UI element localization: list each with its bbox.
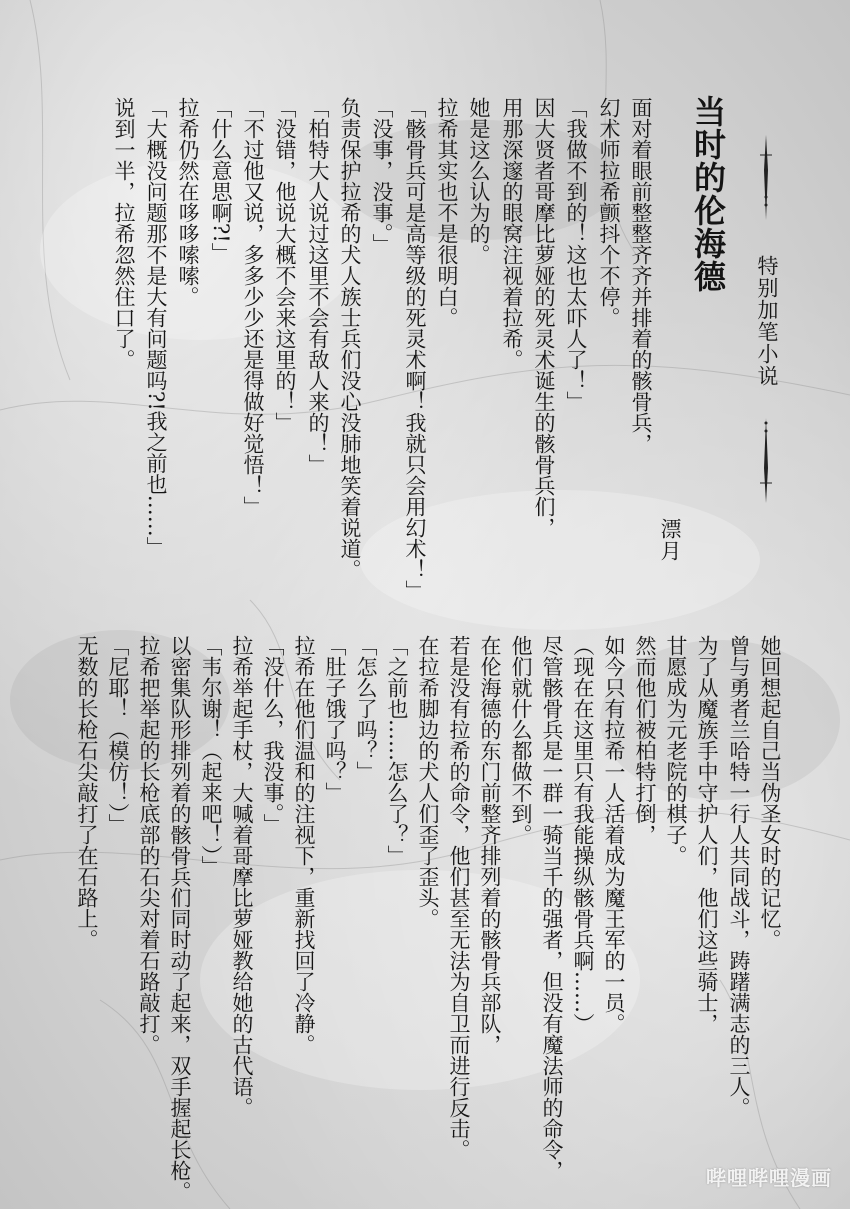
text-column: 「韦尔谢！（起来吧！）」 xyxy=(199,635,223,877)
text-column: 拉希举起手杖，大喊着哥摩比萝娅教给她的古代语。 xyxy=(230,635,254,1118)
text-column: 「柏特大人说过这里不会有敌人来的！」 xyxy=(306,97,330,475)
text-column: 「没事，没事。」 xyxy=(370,97,394,255)
text-column: 若是没有拉希的命令，他们甚至无法为自卫而进行反击。 xyxy=(447,635,471,1160)
text-column: 然而他们被柏特打倒， xyxy=(633,635,657,845)
text-column: 「骸骨兵可是高等级的死灵术啊！我就只会用幻术！」 xyxy=(403,97,427,601)
text-column: 说到一半，拉希忽然住口了。 xyxy=(112,97,136,370)
text-column: 「大概没问题那不是大有问题吗?!我之前也……」 xyxy=(144,97,168,558)
text-column: 「肚子饿了吗？」 xyxy=(323,635,347,803)
story-title: 当时的伦海德 xyxy=(689,95,727,293)
text-column: 拉希其实也不是很明白。 xyxy=(435,97,459,328)
author-name: 漂月 xyxy=(658,518,682,562)
text-column: 拉希在他们温和的注视下，重新找回了冷静。 xyxy=(292,635,316,1055)
bottom-ornament-icon xyxy=(760,418,772,503)
text-column: 她是这么认为的。 xyxy=(467,97,491,265)
text-column: 甘愿成为元老院的棋子。 xyxy=(664,635,688,866)
text-column: 负责保护拉希的犬人族士兵们没心没肺地笑着说道。 xyxy=(338,97,362,580)
text-column: 用那深邃的眼窝注视着拉希。 xyxy=(500,97,524,370)
text-column: 拉希仍然在哆哆嗦嗦。 xyxy=(176,97,200,307)
text-column: 无数的长枪石尖敲打了在石路上。 xyxy=(75,635,99,950)
text-column: 幻术师拉希颤抖个不停。 xyxy=(597,97,621,328)
text-column: 以密集队形排列着的骸骨兵们同时动了起来，双手握起长枪。 xyxy=(168,635,192,1202)
text-column: 在伦海德的东门前整齐排列着的骸骨兵部队， xyxy=(478,635,502,1055)
text-column: 「没什么，我没事。」 xyxy=(261,635,285,835)
text-column: 尽管骸骨兵是一群一骑当千的强者，但没有魔法师的命令， xyxy=(540,635,564,1181)
text-column: 因大贤者哥摩比萝娅的死灵术诞生的骸骨兵们， xyxy=(532,97,556,538)
text-column: 他们就什么都做不到。 xyxy=(509,635,533,845)
text-column: 「尼耶！（模仿！）」 xyxy=(106,635,130,835)
text-column: 「我做不到的！这也太吓人了！」 xyxy=(564,97,588,412)
text-column: 拉希把举起的长枪底部的石尖对着石路敲打。 xyxy=(137,635,161,1055)
text-column: 「不过他又说，多多少少还是得做好觉悟！」 xyxy=(241,97,265,517)
text-column: 「什么意思啊?!」 xyxy=(209,97,233,264)
text-column: 为了从魔族手中守护人们，他们这些骑士， xyxy=(695,635,719,1034)
top-ornament-icon xyxy=(760,135,772,220)
story-subtitle: 特别加笔小说 xyxy=(755,255,779,387)
text-column: （现在在这里只有我能操纵骸骨兵啊……） xyxy=(571,635,595,1034)
text-column: 「之前也……怎么了？」 xyxy=(385,635,409,866)
watermark-logo: 哔哩哔哩漫画 xyxy=(706,1166,832,1190)
text-column: 「怎么了吗？」 xyxy=(354,635,378,782)
text-column: 如今只有拉希一人活着成为魔王军的一员。 xyxy=(602,635,626,1034)
text-column: 在拉希脚边的犬人们歪了歪头。 xyxy=(416,635,440,929)
text-column: 「没错，他说大概不会来这里的！」 xyxy=(273,97,297,433)
text-column: 面对着眼前整整齐齐并排着的骸骨兵， xyxy=(629,97,653,454)
text-column: 她回想起自己当伪圣女时的记忆。 xyxy=(758,635,782,950)
text-column: 曾与勇者兰哈特一行人共同战斗，踌躇满志的三人。 xyxy=(727,635,751,1118)
